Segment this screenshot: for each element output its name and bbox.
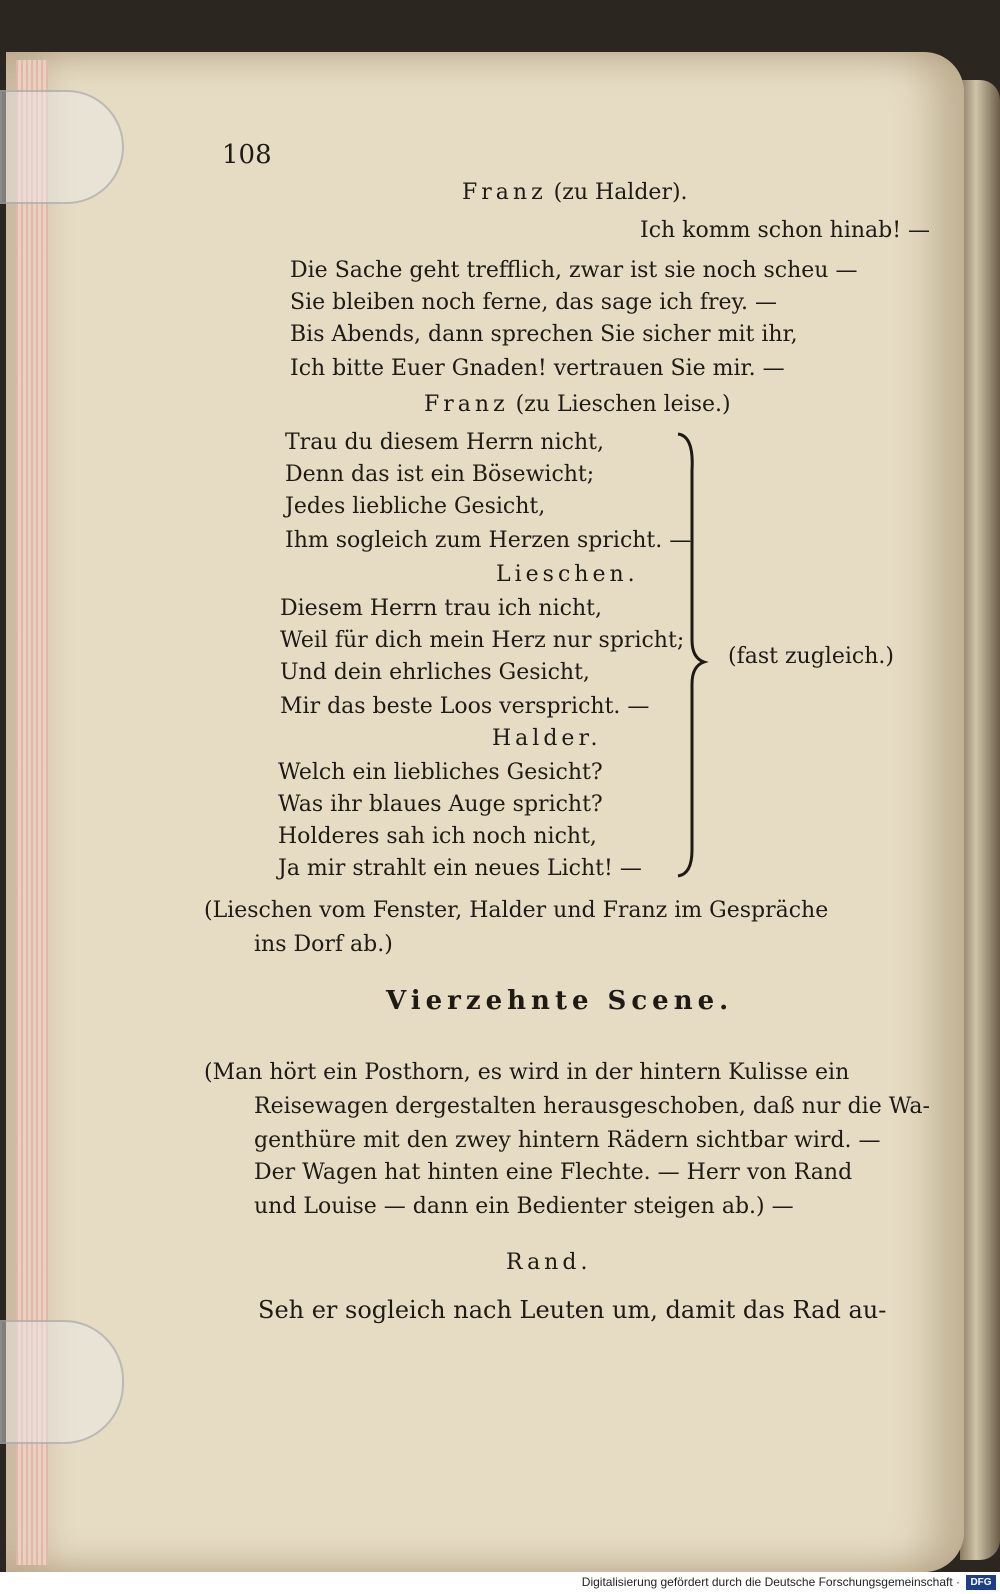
stage-direction: (Man hört ein Posthorn, es wird in der hintern Kulisse ein: [204, 1060, 850, 1085]
verse-line: Ja mir strahlt ein neues Licht! —: [278, 856, 642, 881]
speaker-name: Franz: [462, 180, 547, 205]
brace: [670, 430, 710, 880]
book-edge-right: [960, 80, 1000, 1560]
page-number: 108: [222, 140, 272, 170]
simultaneous-note: (fast zugleich.): [728, 644, 894, 669]
verse-line: Weil für dich mein Herz nur spricht;: [280, 628, 685, 653]
verse-line: Jedes liebliche Gesicht,: [285, 494, 546, 519]
verse-line: Holderes sah ich noch nicht,: [278, 824, 597, 849]
dfg-logo: DFG: [966, 1575, 996, 1590]
scene-title: Vierzehnte Scene.: [386, 986, 734, 1016]
verse-line: Ihm sogleich zum Herzen spricht. —: [285, 528, 692, 553]
speaker-franz-2: [424, 392, 731, 417]
speaker-direction: (zu Lieschen leise.): [515, 392, 731, 417]
stage-direction: Der Wagen hat hinten eine Flechte. — Herr von Rand: [254, 1160, 853, 1185]
speaker-direction: (zu Halder).: [553, 180, 688, 205]
footer-bar: [0, 1572, 1000, 1594]
speaker-rand: Rand.: [506, 1250, 592, 1275]
verse-line: Bis Abends, dann sprechen Sie sicher mit ihr,: [290, 322, 798, 347]
stage-direction: ins Dorf ab.): [254, 932, 393, 957]
stage-direction: Reisewagen dergestalten herausgeschoben, daß nur die Wa-: [254, 1094, 930, 1119]
stage-direction: und Louise — dann ein Bedienter steigen ab.) —: [254, 1194, 794, 1219]
verse-line: Denn das ist ein Bösewicht;: [285, 462, 595, 487]
stage-direction: genthüre mit den zwey hintern Rädern sichtbar wird. —: [254, 1128, 881, 1153]
verse-line: Was ihr blaues Auge spricht?: [278, 792, 603, 817]
verse-line: Mir das beste Loos verspricht. —: [280, 694, 650, 719]
speaker-franz-1: [462, 180, 688, 205]
clip-top: [0, 90, 124, 204]
verse-line: Ich komm schon hinab! —: [640, 218, 931, 243]
verse-line: Seh er sogleich nach Leuten um, damit das Rad au-: [258, 1296, 887, 1324]
speaker-halder: Halder.: [492, 726, 602, 751]
stage-direction: (Lieschen vom Fenster, Halder und Franz im Gespräche: [204, 898, 829, 923]
verse-line: Trau du diesem Herrn nicht,: [285, 430, 604, 455]
verse-line: Die Sache geht trefflich, zwar ist sie noch scheu —: [290, 258, 858, 283]
verse-line: Diesem Herrn trau ich nicht,: [280, 596, 602, 621]
clip-bottom: [0, 1320, 124, 1444]
speaker-name: Franz: [424, 392, 509, 417]
speaker-lieschen: Lieschen.: [496, 562, 639, 587]
verse-line: Und dein ehrliches Gesicht,: [280, 660, 590, 685]
verse-line: Welch ein liebliches Gesicht?: [278, 760, 603, 785]
verse-line: Sie bleiben noch ferne, das sage ich frey. —: [290, 290, 777, 315]
verse-line: Ich bitte Euer Gnaden! vertrauen Sie mir. —: [290, 356, 785, 381]
footer-credit: Digitalisierung gefördert durch die Deutsche Forschungsgemeinschaft ·: [581, 1575, 960, 1589]
